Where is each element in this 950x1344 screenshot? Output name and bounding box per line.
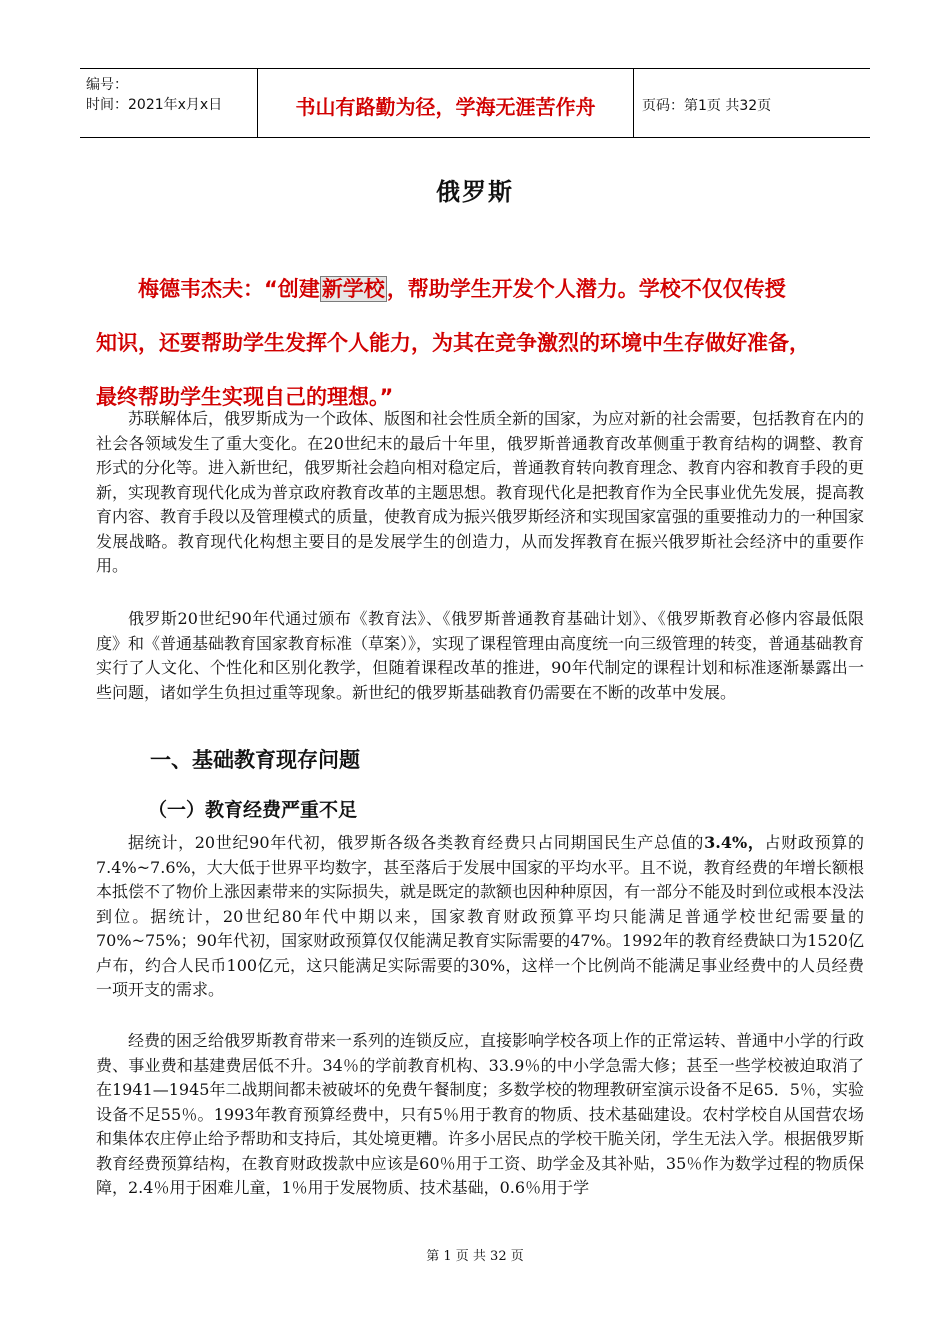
quote-line-1 <box>96 262 864 316</box>
document-date-label: 时间：2021年x月x日 <box>86 97 223 113</box>
quote-line-3: 最终帮助学生实现自己的理想。” <box>96 385 394 409</box>
quote-line-2: 知识，还要帮助学生发挥个人能力，为其在竞争激烈的环境中生存做好准备， <box>96 331 810 355</box>
document-title: 俄罗斯 <box>436 178 514 206</box>
p3-pre: 据统计，20世纪90年代初，俄罗斯各级各类教育经费只占同期国民生产总值的 <box>128 833 705 852</box>
p3-post: 占财政预算的7.4%~7.6%，大大低于世界平均数字，甚至落后于发展中国家的平均水平。且不说，教育经费的年增长额根本抵偿不了物价上涨因素带来的实际损失，就是既定的款额也因种种原因，有一部分不能及时到位或根本没法到位。据统计，20世纪80年代中期以来，国家教育财政预算平均只能满足普通学校世纪需要量的70%~75%；90年代初，国家财政预算仅仅能满足教育实际需要的47%。1992年的教育经费缺口为1520亿卢布，约合人民币100亿元，这只能满足实际需要的30%，这样一个比例尚不能满足事业经费中的人员经费一项开支的需求。 <box>96 833 865 999</box>
quote-line-1-pre: 梅德韦杰夫：“创建 <box>138 277 320 301</box>
quote-block <box>96 262 864 424</box>
page-footer: 第 1 页 共 32 页 <box>426 1249 524 1264</box>
header-meta <box>80 69 258 137</box>
quote-line-1-post: ，帮助学生开发个人潜力。学校不仅仅传授 <box>386 277 786 301</box>
paragraph-intro: 苏联解体后，俄罗斯成为一个政体、版图和社会性质全新的国家，为应对新的社会需要，包括教育在内的社会各领域发生了重大变化。在20世纪末的最后十年里，俄罗斯普通教育改革侧重于教育结构的调整、教育形式的分化等。进入新世纪，俄罗斯社会趋向相对稳定后，普通教育转向教育理念、教育内容和教育手段的更新，实现教育现代化成为普京政府教育改革的主题思想。教育现代化是把教育作为全民事业优先发展，提高教育内容、教育手段以及管理模式的质量，使教育成为振兴俄罗斯经济和实现国家富强的重要推动力的一种国家发展战略。教育现代化构想主要目的是发展学生的创造力，从而发挥教育在振兴俄罗斯社会经济中的重要作用。 <box>96 409 865 575</box>
p3-bold-figure: 3.4%， <box>704 833 765 852</box>
document-number-label: 编号： <box>86 77 128 93</box>
subsection-heading: （一）教育经费严重不足 <box>148 799 358 821</box>
paragraph-funding-effects: 经费的困乏给俄罗斯教育带来一系列的连锁反应，直接影响学校各项上作的正常运转、普通中小学的行政费、事业费和基建费居低不升。34％的学前教育机构、33.9％的中小学急需大修；甚至一些学校被迫取消了在1941—1945年二战期间都未被破坏的免费午餐制度；多数学校的物理教研室演示设备不足65．5％，实验设备不足55％。1993年教育预算经费中，只有5％用于教育的物质、技术基础建设。农村学校自从国营农场和集体农庄停止给予帮助和支持后，其处境更糟。许多小居民点的学校干脆关闭，学生无法入学。根据俄罗斯教育经费预算结构，在教育财政拨款中应该是60％用于工资、助学金及其补贴，35％作为数学过程的物质保障，2.4％用于困难儿童，1％用于发展物质、技术基础，0.6％用于学 <box>96 1031 865 1197</box>
page-header <box>80 68 870 138</box>
section-heading: 一、基础教育现存问题 <box>150 748 360 772</box>
quote-highlight[interactable]: 新学校 <box>321 277 385 301</box>
header-motto: 书山有路勤为径，学海无涯苦作舟 <box>258 69 634 137</box>
paragraph-curriculum: 俄罗斯20世纪90年代通过颁布《教育法》、《俄罗斯普通教育基础计划》、《俄罗斯教育必修内容最低限度》和《普通基础教育国家教育标准（草案）》，实现了课程管理由高度统一向三级管理的转变，普通基础教育实行了人文化、个性化和区别化教学，但随着课程改革的推进，90年代制定的课程计划和标准逐渐暴露出一些问题，诸如学生负担过重等现象。新世纪的俄罗斯基础教育仍需要在不断的改革中发展。 <box>96 609 865 702</box>
paragraph-funding-statistics <box>96 831 864 1003</box>
header-page-label: 页码：第1页 共32页 <box>642 98 772 114</box>
